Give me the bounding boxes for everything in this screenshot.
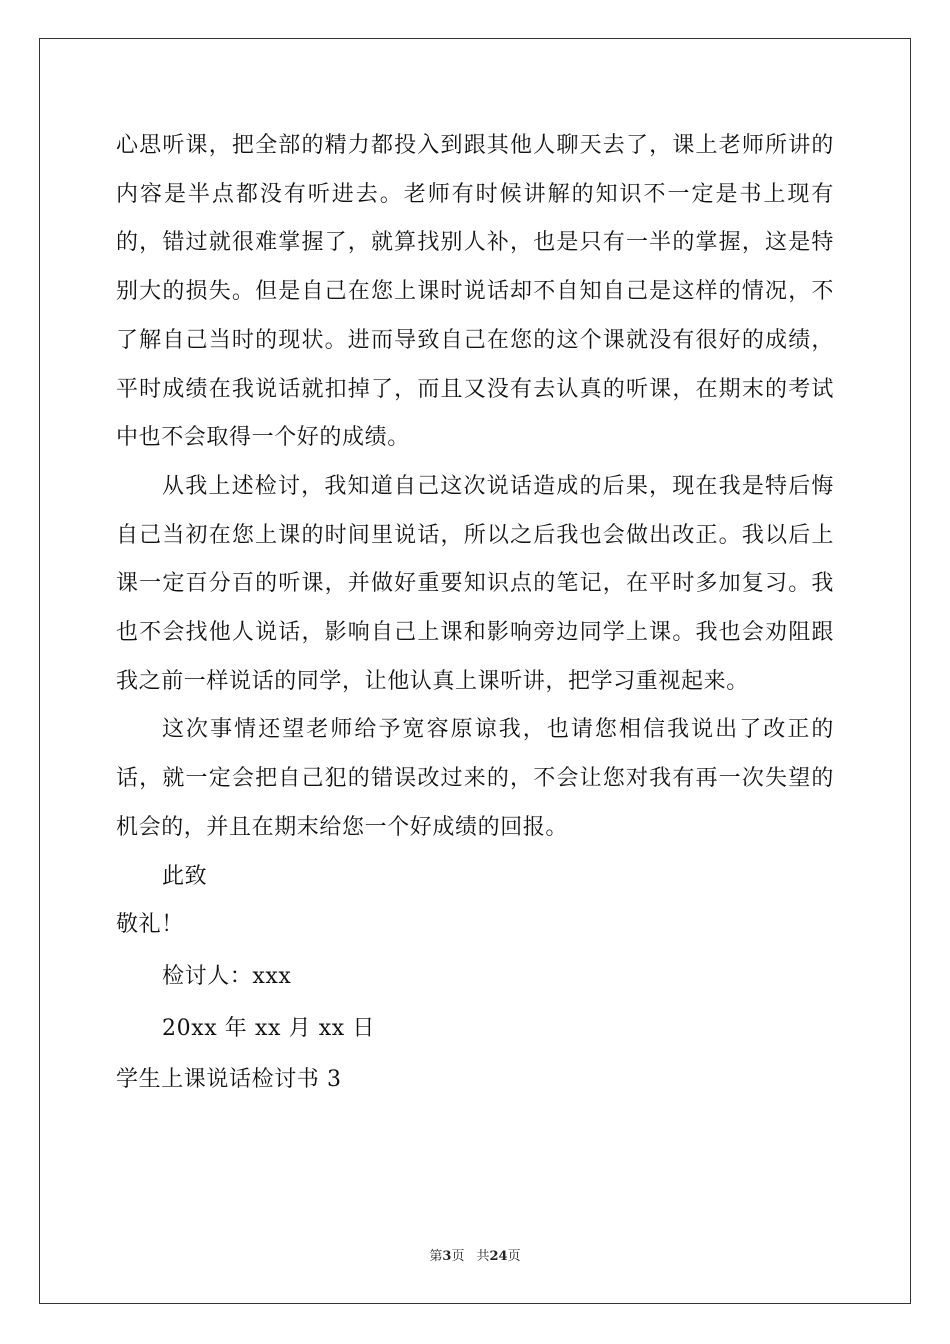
paragraph-apology: 这次事情还望老师给予宽容原谅我，也请您相信我说出了改正的话，就一定会把自己犯的错误改过来的，不会让您对我有再一次失望的机会的，并且在期末给您一个好成绩的回报。 <box>116 717 834 840</box>
paragraph-commitment: 从我上述检讨，我知道自己这次说话造成的后果，现在我是特后悔自己当初在您上课的时间里说话，所以之后我也会做出改正。我以后上课一定百分百的听课，并做好重要知识点的笔记，在平时多加复习。我也不会找他人说话，影响自己上课和影响旁边同学上课。我也会劝阻跟我之前一样说话的同学，让他认真上课听讲，把学习重视起来。 <box>116 473 834 694</box>
footer-total-unit: 页 <box>507 1249 521 1264</box>
date-line: 20xx 年 xx 月 xx 日 <box>162 1015 376 1041</box>
paragraph-continued: 心思听课，把全部的精力都投入到跟其他人聊天去了，课上老师所讲的内容是半点都没有听进去。老师有时候讲解的知识不一定是书上现有的，错过就很难掌握了，就算找别人补，也是只有一半的掌握，这是特别大的损失。但是自己在您上课时说话却不自知自己是这样的情况，不了解自己当时的现状。进而导致自己在您的这个课就没有很好的成绩，平时成绩在我说话就扣掉了，而且又没有去认真的听课，在期末的考试中也不会取得一个好的成绩。 <box>116 133 834 451</box>
next-section-title: 学生上课说话检讨书 3 <box>116 1067 342 1093</box>
page-footer <box>0 1245 950 1264</box>
footer-page-unit: 页 <box>451 1249 465 1264</box>
document-body <box>116 122 834 1105</box>
footer-total-prefix: 共 <box>476 1249 490 1264</box>
closing-salutation: 此致 <box>162 863 208 889</box>
footer-page-prefix: 第 <box>429 1249 443 1264</box>
footer-total-pages: 24 <box>489 1249 508 1264</box>
signature-line: 检讨人：xxx <box>162 963 292 989</box>
footer-page-number: 3 <box>442 1249 452 1264</box>
closing-regards: 敬礼！ <box>116 912 184 938</box>
